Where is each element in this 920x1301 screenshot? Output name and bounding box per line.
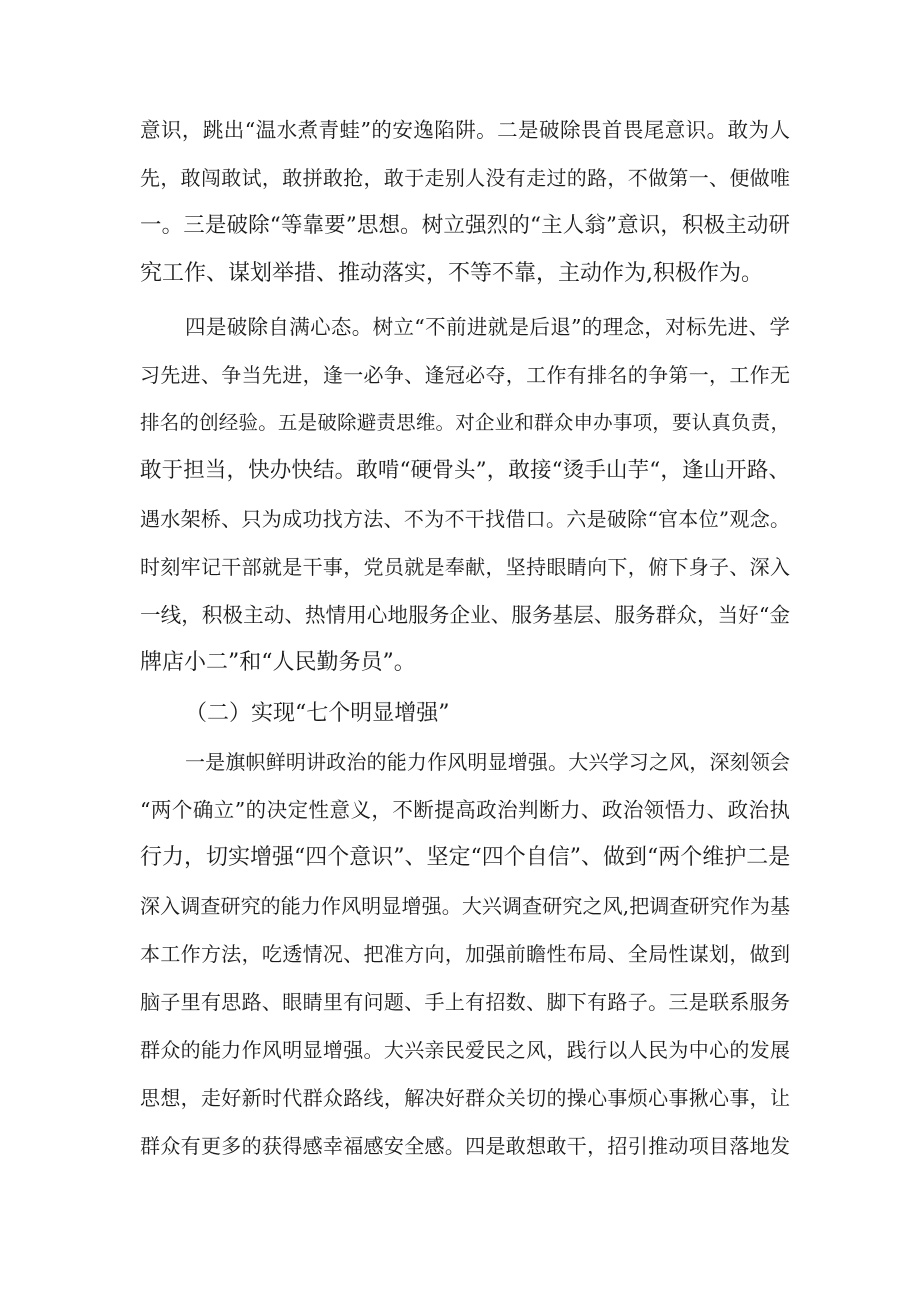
text-line-17: 本工作方法，吃透情况、把准方向，加强前瞻性布局、全局性谋划，做到	[140, 942, 790, 966]
section-heading: （二）实现“七个明显增强”	[185, 701, 450, 726]
text-line-8: 敢于担当，快办快结。敢啃“硬骨头”，敢接“烫手山芋“，逢山开路、	[140, 458, 790, 483]
text-line-21: 群众有更多的获得感幸福感安全感。四是敢想敢干，招引推动项目落地发	[140, 1134, 790, 1158]
text-line-12: 牌店小二”和“人民勤务员”。	[140, 650, 416, 675]
text-line-11: 一线，积极主动、热情用心地服务企业、服务基层、服务群众，当好“金	[140, 603, 790, 627]
text-line-5: 四是破除自满心态。树立“不前进就是后退”的理念，对标先进、学	[185, 315, 790, 339]
text-line-19: 群众的能力作风明显增强。大兴亲民爱民之风，践行以人民为中心的发展	[140, 1038, 790, 1062]
text-line-20: 思想，走好新时代群众路线，解决好群众关切的操心事烦心事揪心事，让	[140, 1086, 790, 1110]
text-line-9: 遇水架桥、只为成功找方法、不为不干找借口。六是破除“官本位”观念。	[140, 507, 790, 531]
text-line-16: 深入调查研究的能力作风明显增强。大兴调查研究之风,把调查研究作为基	[140, 894, 790, 918]
text-line-7: 排名的创经验。五是破除避责思维。对企业和群众申办事项，要认真负责，	[140, 411, 790, 434]
text-line-10: 时刻牢记干部就是干事，党员就是奉献，坚持眼睛向下，俯下身子、深入	[140, 555, 790, 579]
text-line-1: 意识，跳出“温水煮青蛙”的安逸陷阱。二是破除畏首畏尾意识。敢为人	[140, 118, 790, 142]
text-line-18: 脑子里有思路、眼睛里有问题、手上有招数、脚下有路子。三是联系服务	[140, 990, 790, 1014]
text-line-2: 先，敢闯敢试，敢拼敢抢，敢于走别人没有走过的路，不做第一、便做唯	[140, 166, 790, 190]
text-line-14: “两个确立”的决定性意义，不断提高政治判断力、政治领悟力、政治执	[140, 798, 790, 822]
text-line-6: 习先进、争当先进，逢一必争、逢冠必夺，工作有排名的争第一，工作无	[140, 363, 790, 387]
text-line-15: 行力，切实增强“四个意识”、坚定“四个自信”、做到“两个维护二是	[140, 845, 790, 870]
text-line-3: 一。三是破除“等靠要”思想。树立强烈的“主人翁”意识，积极主动研	[140, 213, 790, 238]
text-line-13: 一是旗帜鲜明讲政治的能力作风明显增强。大兴学习之风，深刻领会	[185, 750, 790, 774]
text-line-4: 究工作、谋划举措、推动落实，不等不靠，主动作为,积极作为。	[140, 261, 763, 286]
